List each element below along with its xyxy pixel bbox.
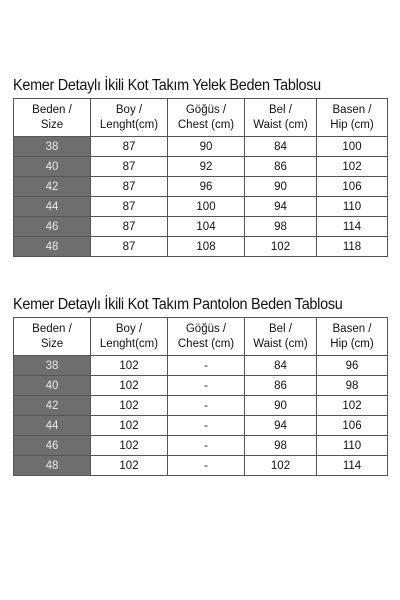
chest-cell: -: [168, 416, 245, 436]
waist-cell: 84: [245, 356, 317, 376]
chest-cell: 90: [168, 137, 245, 157]
header-line: Boy /: [115, 103, 143, 116]
chest-cell: -: [168, 376, 245, 396]
chest-cell: 92: [168, 157, 245, 177]
waist-cell: 94: [245, 416, 317, 436]
length-cell: 102: [91, 356, 168, 376]
waist-cell: 86: [245, 157, 317, 177]
header-line: Beden /: [32, 322, 72, 335]
size-cell: 42: [14, 177, 91, 197]
header-line: Size: [40, 337, 64, 350]
size-cell: 44: [14, 416, 91, 436]
size-cell: 42: [14, 396, 91, 416]
size-cell: 44: [14, 197, 91, 217]
trousers-size-section: [13, 295, 387, 476]
table-row: [14, 376, 388, 396]
waist-cell: 98: [245, 217, 317, 237]
table-row: [14, 356, 388, 376]
header-size: [14, 318, 91, 356]
table-row: [14, 396, 388, 416]
trousers-table-title: Kemer Detaylı İkili Kot Takım Pantolon Beden Tablosu: [13, 296, 343, 313]
hip-cell: 100: [317, 137, 388, 157]
size-cell: 48: [14, 456, 91, 476]
table-row: [14, 237, 388, 257]
waist-cell: 94: [245, 197, 317, 217]
table-row: [14, 436, 388, 456]
table-row: [14, 416, 388, 436]
table-row: [14, 137, 388, 157]
header-line: Waist (cm): [253, 118, 308, 131]
header-line: Size: [40, 118, 64, 131]
hip-cell: 106: [317, 416, 388, 436]
header-waist: [245, 318, 317, 356]
vest-size-table: [13, 98, 388, 257]
length-cell: 102: [91, 456, 168, 476]
header-line: Lenght(cm): [99, 118, 159, 131]
header-line: Bel /: [268, 103, 292, 116]
header-waist: [245, 99, 317, 137]
length-cell: 87: [91, 137, 168, 157]
chest-cell: 104: [168, 217, 245, 237]
size-cell: 38: [14, 137, 91, 157]
header-line: Chest (cm): [177, 337, 235, 350]
length-cell: 102: [91, 416, 168, 436]
hip-cell: 110: [317, 436, 388, 456]
header-line: Chest (cm): [177, 118, 235, 131]
vest-table-title: Kemer Detaylı İkili Kot Takım Yelek Beden Tablosu: [13, 77, 321, 94]
header-line: Basen /: [332, 103, 372, 116]
header-hip: [317, 318, 388, 356]
table-row: [14, 157, 388, 177]
header-length: [91, 318, 168, 356]
chest-cell: -: [168, 456, 245, 476]
size-cell: 48: [14, 237, 91, 257]
table-header-row: [14, 99, 388, 137]
length-cell: 87: [91, 237, 168, 257]
chest-cell: 96: [168, 177, 245, 197]
header-line: Hip (cm): [330, 118, 374, 131]
size-cell: 46: [14, 436, 91, 456]
length-cell: 87: [91, 177, 168, 197]
trousers-size-table: [13, 317, 388, 476]
waist-cell: 102: [245, 456, 317, 476]
waist-cell: 98: [245, 436, 317, 456]
waist-cell: 90: [245, 177, 317, 197]
chest-cell: 100: [168, 197, 245, 217]
length-cell: 102: [91, 436, 168, 456]
header-line: Göğüs /: [185, 103, 227, 116]
hip-cell: 96: [317, 356, 388, 376]
size-cell: 40: [14, 376, 91, 396]
header-line: Lenght(cm): [99, 337, 159, 350]
header-line: Boy /: [115, 322, 143, 335]
chest-cell: -: [168, 356, 245, 376]
header-line: Beden /: [32, 103, 72, 116]
size-cell: 46: [14, 217, 91, 237]
hip-cell: 118: [317, 237, 388, 257]
hip-cell: 106: [317, 177, 388, 197]
length-cell: 102: [91, 376, 168, 396]
hip-cell: 110: [317, 197, 388, 217]
hip-cell: 114: [317, 217, 388, 237]
hip-cell: 114: [317, 456, 388, 476]
size-cell: 40: [14, 157, 91, 177]
header-line: Basen /: [332, 322, 372, 335]
hip-cell: 102: [317, 157, 388, 177]
table-row: [14, 177, 388, 197]
chest-cell: 108: [168, 237, 245, 257]
table-row: [14, 456, 388, 476]
waist-cell: 84: [245, 137, 317, 157]
waist-cell: 86: [245, 376, 317, 396]
waist-cell: 90: [245, 396, 317, 416]
length-cell: 87: [91, 157, 168, 177]
chest-cell: -: [168, 436, 245, 456]
hip-cell: 102: [317, 396, 388, 416]
header-line: Göğüs /: [185, 322, 227, 335]
header-line: Waist (cm): [253, 337, 308, 350]
table-row: [14, 217, 388, 237]
hip-cell: 98: [317, 376, 388, 396]
size-cell: 38: [14, 356, 91, 376]
table-row: [14, 197, 388, 217]
length-cell: 87: [91, 197, 168, 217]
header-line: Bel /: [268, 322, 292, 335]
waist-cell: 102: [245, 237, 317, 257]
length-cell: 87: [91, 217, 168, 237]
table-header-row: [14, 318, 388, 356]
vest-size-section: [13, 76, 387, 257]
header-chest: [168, 318, 245, 356]
chest-cell: -: [168, 396, 245, 416]
length-cell: 102: [91, 396, 168, 416]
header-size: [14, 99, 91, 137]
header-line: Hip (cm): [330, 337, 374, 350]
header-length: [91, 99, 168, 137]
header-hip: [317, 99, 388, 137]
header-chest: [168, 99, 245, 137]
